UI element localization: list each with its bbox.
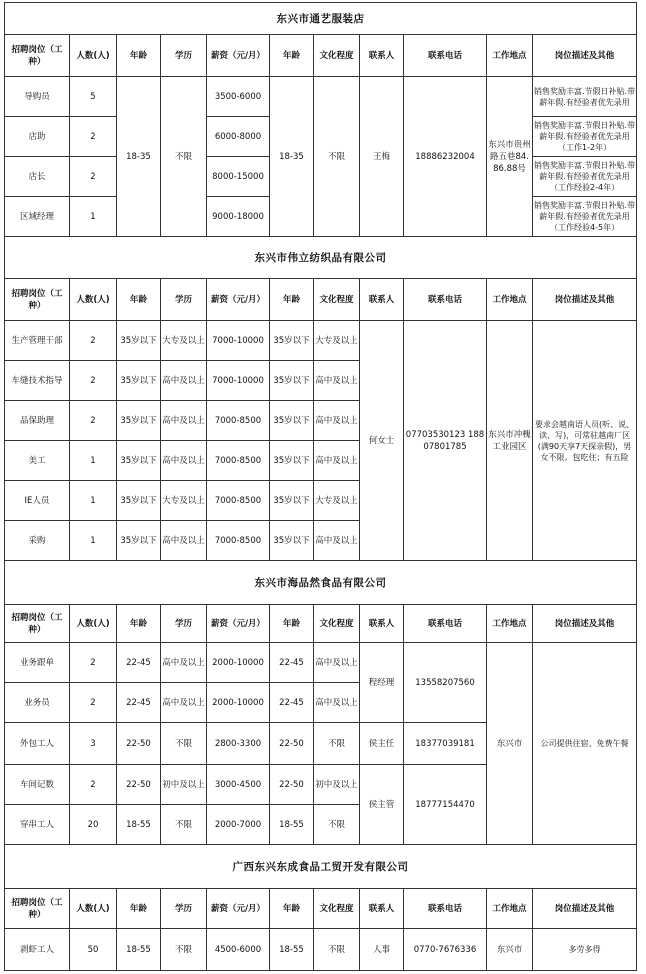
contact-name: 人事 [360,929,404,971]
header-count: 人数(人) [70,279,117,321]
company-table-weili [4,236,637,561]
table-row [5,77,637,117]
header-description: 岗位描述及其他 [533,889,637,929]
header-position: 招聘岗位（工种） [5,35,70,77]
job-salary: 6000-8000 [207,117,270,157]
job-salary: 3000-4500 [207,765,270,805]
job-title: 美工 [5,441,70,481]
job-education: 高中及以上 [161,361,207,401]
job-age: 35岁以下 [117,321,161,361]
header-age: 年龄 [117,605,161,643]
job-salary: 7000-8500 [207,401,270,441]
header-age-2: 年龄 [270,605,314,643]
job-age-2: 18-35 [270,77,314,237]
header-position: 招聘岗位（工种） [5,605,70,643]
job-salary: 7000-8500 [207,521,270,561]
job-title: 采购 [5,521,70,561]
job-salary: 2800-3300 [207,723,270,765]
job-culture: 不限 [314,929,360,971]
header-count: 人数(人) [70,35,117,77]
header-description: 岗位描述及其他 [533,605,637,643]
job-age: 35岁以下 [117,441,161,481]
header-age: 年龄 [117,889,161,929]
job-count: 20 [70,805,117,845]
job-age: 22-50 [117,765,161,805]
job-description: 多劳多得 [533,929,637,971]
header-salary: 薪资（元/月） [207,605,270,643]
header-description: 岗位描述及其他 [533,279,637,321]
work-location: 东兴市贵州路五巷84.86.88号 [487,77,533,237]
job-title: 车缝技术指导 [5,361,70,401]
job-age-2: 35岁以下 [270,521,314,561]
job-salary: 2000-10000 [207,683,270,723]
job-title: 业务员 [5,683,70,723]
job-age-2: 22-50 [270,765,314,805]
company-title: 广西东兴东成食品工贸开发有限公司 [5,845,637,889]
job-education: 高中及以上 [161,643,207,683]
contact-phone: 18777154470 [404,765,487,845]
job-culture: 初中及以上 [314,765,360,805]
job-salary: 3500-6000 [207,77,270,117]
header-age: 年龄 [117,279,161,321]
job-education: 高中及以上 [161,441,207,481]
job-age-2: 35岁以下 [270,481,314,521]
job-title: 生产管理干部 [5,321,70,361]
job-age: 22-45 [117,683,161,723]
job-title: 店长 [5,157,70,197]
header-count: 人数(人) [70,605,117,643]
header-phone: 联系电话 [404,35,487,77]
job-culture: 不限 [314,77,360,237]
header-contact: 联系人 [360,35,404,77]
job-age: 18-55 [117,929,161,971]
job-salary: 9000-18000 [207,197,270,237]
contact-name: 侯主任 [360,723,404,765]
job-description: 销售奖励丰富.节假日补贴.带薪年假.有经验者优先录用（工作1-2年） [533,117,637,157]
header-culture: 文化程度 [314,605,360,643]
job-count: 2 [70,157,117,197]
job-age-2: 35岁以下 [270,401,314,441]
job-title: 业务跟单 [5,643,70,683]
job-age: 18-35 [117,77,161,237]
header-row [5,889,637,929]
contact-name: 侯主管 [360,765,404,845]
job-age: 22-45 [117,643,161,683]
job-salary: 7000-8500 [207,481,270,521]
header-description: 岗位描述及其他 [533,35,637,77]
job-salary: 7000-10000 [207,361,270,401]
header-education: 学历 [161,605,207,643]
job-salary: 8000-15000 [207,157,270,197]
header-location: 工作地点 [487,605,533,643]
job-age-2: 22-45 [270,683,314,723]
job-culture: 大专及以上 [314,321,360,361]
contact-phone: 07703530123 18807801785 [404,321,487,561]
job-title: 车间记数 [5,765,70,805]
job-age-2: 22-50 [270,723,314,765]
job-age-2: 35岁以下 [270,321,314,361]
job-title: 导购员 [5,77,70,117]
header-location: 工作地点 [487,35,533,77]
job-count: 2 [70,683,117,723]
header-row [5,279,637,321]
contact-name: 王梅 [360,77,404,237]
job-description: 销售奖励丰富.节假日补贴.带薪年假.有经验者优先录用（工作经验4-5年） [533,197,637,237]
company-table-dongcheng [4,844,637,971]
header-salary: 薪资（元/月） [207,889,270,929]
job-count: 50 [70,929,117,971]
job-title: 剥虾工人 [5,929,70,971]
job-title: IE人员 [5,481,70,521]
header-contact: 联系人 [360,605,404,643]
job-description: 公司提供住宿、免费午餐 [533,643,637,845]
header-phone: 联系电话 [404,889,487,929]
header-age: 年龄 [117,35,161,77]
job-culture: 高中及以上 [314,361,360,401]
contact-phone: 0770-7676336 [404,929,487,971]
job-count: 5 [70,77,117,117]
job-title: 穿串工人 [5,805,70,845]
job-education: 大专及以上 [161,481,207,521]
table-row [5,321,637,361]
header-location: 工作地点 [487,889,533,929]
header-education: 学历 [161,279,207,321]
job-culture: 高中及以上 [314,643,360,683]
job-age-2: 35岁以下 [270,441,314,481]
job-age-2: 22-45 [270,643,314,683]
job-culture: 不限 [314,723,360,765]
job-culture: 高中及以上 [314,401,360,441]
job-title: 区域经理 [5,197,70,237]
header-education: 学历 [161,889,207,929]
header-education: 学历 [161,35,207,77]
header-row [5,605,637,643]
job-age: 35岁以下 [117,481,161,521]
company-table-haipinran [4,560,637,845]
header-salary: 薪资（元/月） [207,35,270,77]
job-education: 不限 [161,723,207,765]
contact-name: 何女士 [360,321,404,561]
job-title: 外包工人 [5,723,70,765]
job-count: 2 [70,321,117,361]
job-culture: 高中及以上 [314,521,360,561]
job-age-2: 18-55 [270,929,314,971]
job-education: 大专及以上 [161,321,207,361]
company-title: 东兴市通艺服装店 [5,3,637,35]
job-education: 不限 [161,805,207,845]
job-count: 2 [70,361,117,401]
header-count: 人数(人) [70,889,117,929]
job-count: 1 [70,197,117,237]
job-salary: 4500-6000 [207,929,270,971]
job-count: 2 [70,401,117,441]
header-location: 工作地点 [487,279,533,321]
job-count: 2 [70,643,117,683]
job-culture: 不限 [314,805,360,845]
contact-phone: 13558207560 [404,643,487,723]
job-description: 销售奖励丰富.节假日补贴.带薪年假.有经验者优先录用（工作经验2-4年） [533,157,637,197]
header-age-2: 年龄 [270,279,314,321]
contact-phone: 18377039181 [404,723,487,765]
job-description: 要求会越南语人员(听、说、读、写)，可常驻越南厂区(满90天享7天探亲假)，男女不限。包吃住；有五险 [533,321,637,561]
header-age-2: 年龄 [270,35,314,77]
header-phone: 联系电话 [404,279,487,321]
header-position: 招聘岗位（工种） [5,279,70,321]
job-count: 2 [70,117,117,157]
job-culture: 高中及以上 [314,683,360,723]
header-contact: 联系人 [360,279,404,321]
job-culture: 大专及以上 [314,481,360,521]
header-position: 招聘岗位（工种） [5,889,70,929]
job-age: 35岁以下 [117,521,161,561]
work-location: 东兴市 [487,929,533,971]
company-title: 东兴市海品然食品有限公司 [5,561,637,605]
job-age: 18-55 [117,805,161,845]
job-education: 不限 [161,77,207,237]
contact-phone: 18886232004 [404,77,487,237]
header-contact: 联系人 [360,889,404,929]
job-education: 不限 [161,929,207,971]
header-phone: 联系电话 [404,605,487,643]
job-age-2: 18-55 [270,805,314,845]
job-salary: 2000-7000 [207,805,270,845]
table-row [5,929,637,971]
header-row [5,35,637,77]
company-title: 东兴市伟立纺织品有限公司 [5,237,637,279]
job-education: 高中及以上 [161,521,207,561]
header-culture: 文化程度 [314,279,360,321]
work-location: 东兴市冲槐工业园区 [487,321,533,561]
job-title: 品保助理 [5,401,70,441]
contact-name: 程经理 [360,643,404,723]
job-count: 2 [70,765,117,805]
header-culture: 文化程度 [314,889,360,929]
job-education: 高中及以上 [161,401,207,441]
job-title: 店助 [5,117,70,157]
job-age: 35岁以下 [117,361,161,401]
job-age: 22-50 [117,723,161,765]
job-salary: 7000-10000 [207,321,270,361]
job-salary: 7000-8500 [207,441,270,481]
job-count: 3 [70,723,117,765]
job-education: 初中及以上 [161,765,207,805]
table-row [5,643,637,683]
job-age-2: 35岁以下 [270,361,314,401]
job-description: 销售奖励丰富.节假日补贴.带薪年假.有经验者优先录用 [533,77,637,117]
job-education: 高中及以上 [161,683,207,723]
work-location: 东兴市 [487,643,533,845]
job-count: 1 [70,481,117,521]
job-culture: 高中及以上 [314,441,360,481]
company-table-tongyi [4,2,637,237]
job-count: 1 [70,441,117,481]
job-salary: 2000-10000 [207,643,270,683]
header-culture: 文化程度 [314,35,360,77]
header-salary: 薪资（元/月） [207,279,270,321]
job-count: 1 [70,521,117,561]
header-age-2: 年龄 [270,889,314,929]
job-age: 35岁以下 [117,401,161,441]
